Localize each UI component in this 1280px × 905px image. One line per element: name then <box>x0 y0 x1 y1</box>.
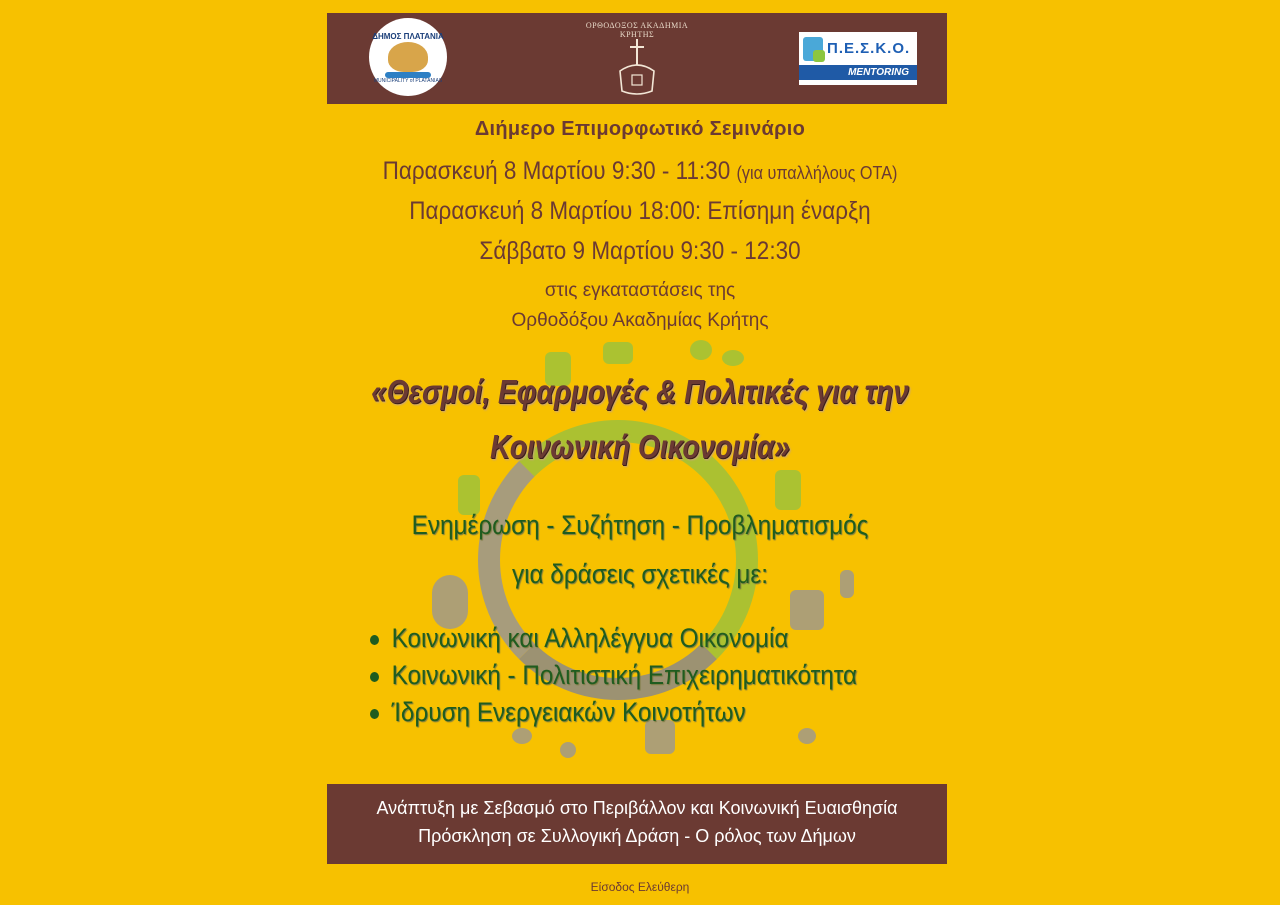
schedule-1-note: (για υπαλλήλους ΟΤΑ) <box>736 163 898 183</box>
building-icon <box>458 475 480 515</box>
footer-banner <box>327 784 947 864</box>
venue-line-2: Ορθοδόξου Ακαδημίας Κρήτης <box>511 310 769 331</box>
logo-right-subtitle: MENTORING <box>848 67 909 78</box>
footer-line-1: Ανάπτυξη με Σεβασμό στο Περιβάλλον και Κοινωνική Ευαισθησία <box>376 798 898 818</box>
schedule-line-1 <box>64 157 1216 186</box>
platanias-municipality-logo <box>369 18 447 96</box>
cross-seal-icon <box>582 21 692 99</box>
logo-right-title: Π.Ε.Σ.Κ.Ο. <box>827 40 911 57</box>
bullet-icon <box>370 709 379 719</box>
schedule-1-text: Παρασκευή 8 Μαρτίου 9:30 - 11:30 <box>382 157 731 185</box>
logo-center-text: ΟΡΘΟΔΟΞΟΣ ΑΚΑΔΗΜΙΑ ΚΡΗΤΗΣ <box>585 21 689 39</box>
venue-line-1: στις εγκαταστάσεις της <box>544 280 736 301</box>
schedule-line-3 <box>64 237 1216 266</box>
bullet-icon <box>370 635 379 645</box>
rock-icon <box>512 728 532 744</box>
logo-left-subtext: MUNICIPALITY of PLATANIAS <box>373 78 443 84</box>
main-title-line-1: «Θεσμοί, Εφαρμογές & Πολιτικές για την <box>371 373 909 410</box>
topic-text: Ίδρυση Ενεργειακών Κοινοτήτων <box>391 697 746 727</box>
building-icon <box>603 342 633 364</box>
topic-text: Κοινωνική - Πολιτιστική Επιχειρηματικότητα <box>391 660 858 690</box>
topic-text: Κοινωνική και Αλληλέγγυα Οικονομία <box>391 623 789 653</box>
schedule-2-text: Παρασκευή 8 Μαρτίου 18:00: Επίσημη έναρξη <box>409 197 871 225</box>
intro-line-2: για δράσεις σχετικές με: <box>511 559 769 589</box>
topic-list-item <box>370 660 857 691</box>
topic-list-item <box>370 697 746 728</box>
header-banner <box>327 13 947 104</box>
main-title-line-2: Κοινωνική Οικονομία» <box>490 428 790 465</box>
footer-line-2: Πρόσκληση σε Συλλογική Δράση - Ο ρόλος των Δήμων <box>418 826 856 846</box>
intro-line-1: Ενημέρωση - Συζήτηση - Προβληματισμός <box>411 510 869 540</box>
topic-list-item <box>370 623 788 654</box>
mountain-icon <box>388 42 428 72</box>
wind-turbine-icon <box>775 470 801 510</box>
free-entry-note: Είσοδος Ελεύθερη <box>590 880 690 894</box>
schedule-3-text: Σάββατο 9 Μαρτίου 9:30 - 12:30 <box>479 237 801 265</box>
rock-icon <box>798 728 816 744</box>
building-icon <box>790 590 824 630</box>
seminar-heading: Διήμερο Επιμορφωτικό Σεμινάριο <box>474 118 806 140</box>
pesko-mentoring-logo <box>799 32 917 85</box>
cloud-icon <box>722 350 744 366</box>
rock-icon <box>560 742 576 758</box>
bullet-icon <box>370 672 379 682</box>
tree-icon <box>690 340 712 360</box>
logo-left-text: ΔΗΜΟΣ ΠΛΑΤΑΝΙΑ <box>372 32 444 41</box>
orthodox-academy-logo <box>582 21 692 99</box>
puzzle-piece-icon <box>813 50 825 62</box>
schedule-line-2 <box>64 197 1216 226</box>
